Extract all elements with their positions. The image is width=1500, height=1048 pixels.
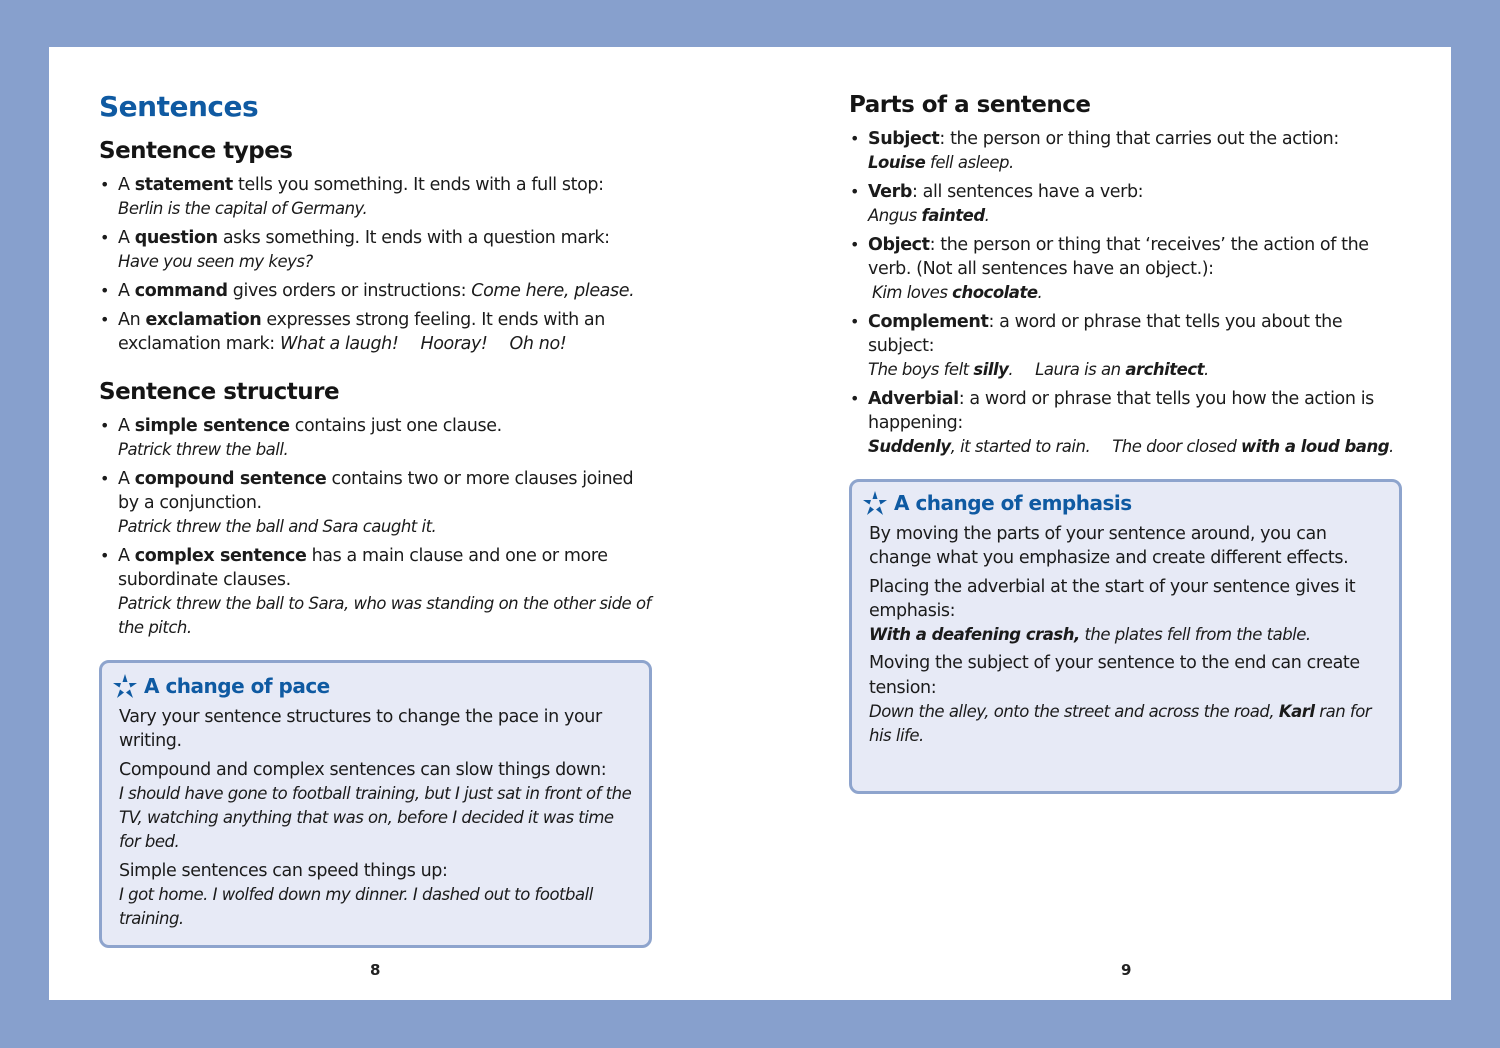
list-item: • Object: the person or thing that ‘receives’ the action of the verb. (Not all sentences have an object.): Kim loves chocolate. <box>849 233 1409 305</box>
sentence-structure-list <box>99 414 659 640</box>
tip-paragraph: Simple sentences can speed things up: I got home. I wolfed down my dinner. I dashed out to football training. <box>119 859 633 932</box>
list-item: • A complex sentence has a main clause and one or more subordinate clauses. Patrick threw the ball to Sara, who was standing on the other side of the pitch. <box>99 544 659 640</box>
example: Suddenly, it started to rain. The door closed with a loud bang. <box>868 437 1394 456</box>
example: Patrick threw the ball to Sara, who was standing on the other side of the pitch. <box>118 594 651 637</box>
term: question <box>134 228 218 248</box>
list-item: • Complement: a word or phrase that tells you about the subject: The boys felt silly. Laura is an architect. <box>849 310 1409 382</box>
example: Angus fainted. <box>868 206 990 225</box>
example: I should have gone to football training, but I just sat in front of the TV, watching anything that was on, before I decided it was time for bed. <box>119 783 632 852</box>
tip-box-change-of-emphasis <box>849 479 1402 794</box>
example: Have you seen my keys? <box>118 252 313 271</box>
tip-paragraph: Vary your sentence structures to change the pace in your writing. <box>119 707 602 752</box>
example: The boys felt silly. Laura is an architect. <box>868 360 1209 379</box>
list-item: • Verb: all sentences have a verb: Angus fainted. <box>849 180 1409 228</box>
example: Come here, please. <box>471 281 635 301</box>
tip-header <box>112 673 633 699</box>
example: Down the alley, onto the street and across the road, Karl ran for his life. <box>869 702 1372 746</box>
tip-paragraph: Compound and complex sentences can slow things down: I should have gone to football training, but I just sat in front of the TV, watching anything that was on, before I decided it was time for bed. <box>119 758 633 855</box>
example: Oh no! <box>509 334 567 354</box>
list-item: • A command gives orders or instructions: Come here, please. <box>99 279 659 303</box>
example: Hooray! <box>420 334 488 354</box>
list-item: • Adverbial: a word or phrase that tells you how the action is happening: Suddenly, it started to rain. The door closed with a loud bang. <box>849 387 1409 459</box>
chapter-title: Sentences <box>99 90 259 123</box>
example: Berlin is the capital of Germany. <box>118 199 368 218</box>
page-number: 9 <box>1121 961 1132 979</box>
example: Patrick threw the ball and Sara caught it. <box>118 517 437 536</box>
page-number: 8 <box>370 961 381 979</box>
example: With a deafening crash, the plates fell from the table. <box>869 625 1311 645</box>
tip-header <box>862 490 1383 516</box>
term: simple sentence <box>134 416 290 436</box>
tip-box-change-of-pace <box>99 660 652 948</box>
list-item: • A simple sentence contains just one clause. Patrick threw the ball. <box>99 414 659 462</box>
term: exclamation <box>145 310 262 330</box>
term: Object <box>868 235 930 255</box>
left-page <box>49 47 750 1000</box>
term: complex sentence <box>134 546 307 566</box>
example: Patrick threw the ball. <box>118 440 289 459</box>
term: Verb <box>868 182 913 202</box>
tip-title: A change of emphasis <box>894 491 1132 515</box>
example: What a laugh! <box>279 334 399 354</box>
term: Complement <box>868 312 989 332</box>
list-item: • Subject: the person or thing that carries out the action: Louise fell asleep. <box>849 127 1409 175</box>
section-title-sentence-types: Sentence types <box>99 138 293 164</box>
list-item: • A compound sentence contains two or more clauses joined by a conjunction. Patrick threw the ball and Sara caught it. <box>99 467 659 539</box>
sentence-types-list <box>99 173 659 356</box>
section-title-sentence-structure: Sentence structure <box>99 379 340 405</box>
right-page <box>750 47 1451 1000</box>
term: statement <box>134 175 233 195</box>
star-icon <box>112 673 138 699</box>
example: Louise fell asleep. <box>868 153 1014 172</box>
section-title-parts-of-a-sentence: Parts of a sentence <box>849 92 1091 118</box>
example: I got home. I wolfed down my dinner. I dashed out to football training. <box>119 885 593 929</box>
tip-title: A change of pace <box>144 674 330 698</box>
book-spread <box>49 47 1451 1000</box>
term: command <box>134 281 228 301</box>
list-item: • A statement tells you something. It ends with a full stop: Berlin is the capital of Germany. <box>99 173 659 221</box>
example: Kim loves chocolate. <box>872 283 1043 302</box>
parts-list <box>849 127 1409 459</box>
tip-paragraph: By moving the parts of your sentence around, you can change what you emphasize and create different effects. <box>869 524 1349 569</box>
term: Subject <box>868 129 940 149</box>
tip-paragraph: Placing the adverbial at the start of your sentence gives it emphasis: With a deafening crash, the plates fell from the table. <box>869 575 1383 648</box>
list-item: • A question asks something. It ends with a question mark: Have you seen my keys? <box>99 226 659 274</box>
left-page-content <box>99 87 659 660</box>
term: compound sentence <box>134 469 327 489</box>
list-item: • An exclamation expresses strong feeling. It ends with an exclamation mark: What a laugh! Hooray! Oh no! <box>99 308 659 356</box>
star-icon <box>862 490 888 516</box>
right-page-content <box>849 87 1409 479</box>
term: Adverbial <box>868 389 959 409</box>
tip-paragraph: Moving the subject of your sentence to the end can create tension: Down the alley, onto the street and across the road, Karl ran for his life. <box>869 651 1383 748</box>
